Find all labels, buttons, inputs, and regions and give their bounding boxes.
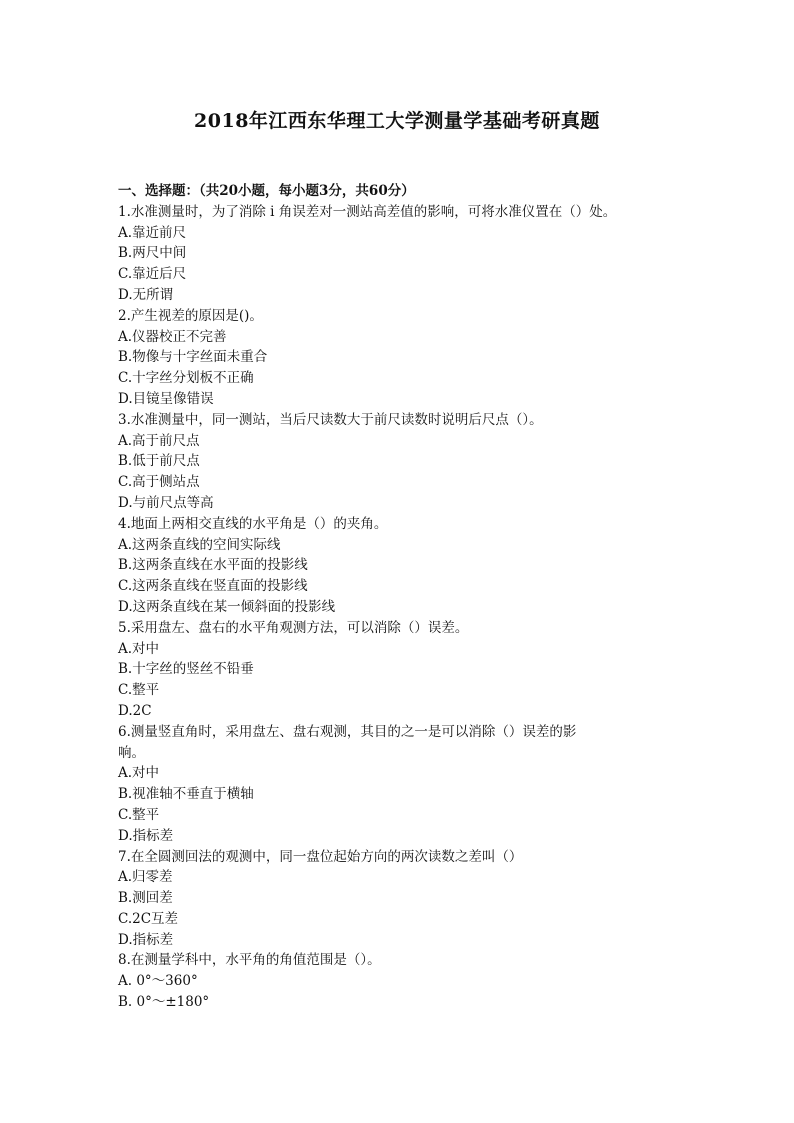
option-3c: C.高于侧站点 (118, 474, 200, 491)
question-2: 2.产生视差的原因是()。 (118, 307, 263, 324)
section-heading: 一、选择题：（共20小题，每小题3分，共60分） (118, 183, 415, 199)
option-3d: D.与前尺点等高 (118, 494, 214, 511)
option-3a: A.高于前尺点 (118, 432, 200, 449)
question-6: 6.测量竖直角时，采用盘左、盘右观测，其目的之一是可以消除（）误差的影 (118, 723, 577, 740)
option-6c: C.整平 (118, 806, 160, 823)
question-4: 4.地面上两相交直线的水平角是（）的夹角。 (118, 515, 388, 532)
option-5a: A.对中 (118, 640, 160, 657)
question-3: 3.水准测量中，同一测站，当后尺读数大于前尺读数时说明后尺点（）。 (118, 411, 543, 428)
option-6a: A.对中 (118, 765, 160, 782)
option-4d: D.这两条直线在某一倾斜面的投影线 (118, 598, 336, 615)
option-4b: B.这两条直线在水平面的投影线 (118, 557, 308, 574)
option-3b: B.低于前尺点 (118, 453, 200, 470)
option-7a: A.归零差 (118, 869, 173, 886)
option-5c: C.整平 (118, 682, 160, 699)
question-5: 5.采用盘左、盘右的水平角观测方法，可以消除（）误差。 (118, 619, 469, 636)
option-8a: A. 0°～360° (118, 973, 198, 990)
option-7b: B.测回差 (118, 890, 173, 907)
option-1d: D.无所谓 (118, 286, 174, 303)
question-8: 8.在测量学科中，水平角的角值范围是（）。 (118, 952, 381, 969)
option-5b: B.十字丝的竖丝不铅垂 (118, 661, 254, 678)
option-1c: C.靠近后尺 (118, 266, 187, 283)
option-4c: C.这两条直线在竖直面的投影线 (118, 578, 308, 595)
question-7: 7.在全圆测回法的观测中，同一盘位起始方向的两次读数之差叫（） (118, 848, 523, 865)
option-8b: B. 0°～±180° (118, 994, 210, 1011)
question-content (118, 181, 638, 1013)
option-1a: A.靠近前尺 (118, 224, 187, 241)
option-4a: A.这两条直线的空间实际线 (118, 536, 281, 553)
option-5d: D.2C (118, 702, 152, 719)
option-1b: B.两尺中间 (118, 245, 187, 262)
page-title: 2018年江西东华理工大学测量学基础考研真题 (194, 110, 600, 132)
option-2b: B.物像与十字丝面未重合 (118, 349, 268, 366)
option-7d: D.指标差 (118, 931, 174, 948)
option-6b: B.视准轴不垂直于横轴 (118, 786, 254, 803)
option-7c: C.2C互差 (118, 910, 179, 927)
question-6-continued: 响。 (118, 744, 145, 761)
question-1: 1.水准测量时，为了消除 i 角误差对一测站高差值的影响，可将水准仪置在（）处。 (118, 203, 617, 220)
option-6d: D.指标差 (118, 827, 174, 844)
option-2c: C.十字丝分划板不正确 (118, 370, 254, 387)
option-2d: D.目镜呈像错误 (118, 390, 214, 407)
option-2a: A.仪器校正不完善 (118, 328, 227, 345)
